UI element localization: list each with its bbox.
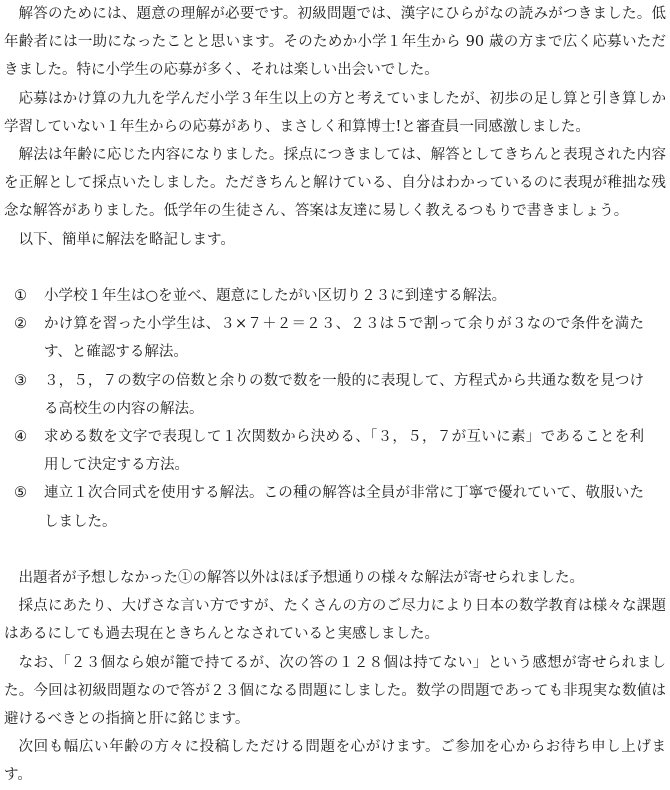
intro-paragraph-4: 以下、簡単に解法を略記します。 xyxy=(18,231,235,248)
method-item-3 xyxy=(0,367,670,423)
method-number: ① xyxy=(14,288,27,305)
method-text: 求める数を文字で表現して１次関数から決める、「３，５，７が互いに素」であることを利用して決定する方法。 xyxy=(44,429,644,474)
method-number: ③ xyxy=(14,372,27,389)
method-item-1 xyxy=(0,282,670,310)
method-text: 連立１次合同式を使用する解法。この種の解答は全員が非常に丁寧で優れていて、敬服いたしました。 xyxy=(44,485,644,530)
blank-line xyxy=(0,536,670,564)
method-number: ④ xyxy=(14,429,27,446)
method-text: ３，５，７の数字の倍数と余りの数で数を一般的に表現して、方程式から共通な数を見つける高校生の内容の解法。 xyxy=(44,372,644,417)
method-number: ② xyxy=(14,316,27,333)
method-number: ⑤ xyxy=(14,485,27,502)
method-item-5 xyxy=(0,479,670,535)
method-item-4 xyxy=(0,423,670,479)
intro-paragraph-3: 解法は年齢に応じた内容になりました。採点につきましては、解答としてきちんと表現された内容を正解として採点いたしました。ただきちんと解けている、自分はわかっているのに表現が稚拙な残念な解答がありました。低学年の生徒さん、答案は友達に易しく教えるつもりで書きましょう。 xyxy=(4,147,666,220)
blank-line xyxy=(0,254,670,282)
method-item-2 xyxy=(0,310,670,366)
outro-paragraph-4: 次回も幅広い年齢の方々に投稿しただける問題を心がけます。ご参加を心からお待ち申し上げます。 xyxy=(4,739,666,784)
methods-list xyxy=(0,282,670,536)
method-text: 小学校１年生は○を並べ、題意にしたがい区切り２３に到達する解法。 xyxy=(44,288,507,305)
outro-paragraph-2: 採点にあたり、大げさな言い方ですが、たくさんの方のご尽力により日本の数学教育は様々な課題はあるにしても過去現在ときちんとなされていると実感しました。 xyxy=(4,598,666,643)
method-text: かけ算を習った小学生は、３×７＋２＝２３、２３は５で割って余りが３なので条件を満たす、と確認する解法。 xyxy=(44,316,644,361)
intro-paragraph-2: 応募はかけ算の九九を学んだ小学３年生以上の方と考えていましたが、初歩の足し算と引き算しか学習していない１年生からの応募があり、まさしく和算博士!と審査員一同感激しました。 xyxy=(4,90,666,135)
intro-paragraph-1: 解答のためには、題意の理解が必要です。初級問題では、漢字にひらがなの読みがつきました。低年齢者には一助になったことと思います。そのためか小学１年生から 90 歳の方まで広く応募いただきました。特に小学生の応募が多く、それは楽しい出会いでした。 xyxy=(4,6,666,79)
outro-paragraph-3: なお、「２３個なら娘が籠で持てるが、次の答の１２８個は持てない」という感想が寄せられました。今回は初級問題なので答が２３個になる問題にしました。数学の問題であっても非現実な数値は避けるべきとの指摘と肝に銘じます。 xyxy=(4,654,666,728)
outro-paragraph-1: 出題者が予想しなかった①の解答以外はほぼ予想通りの様々な解法が寄せられました。 xyxy=(18,570,584,587)
